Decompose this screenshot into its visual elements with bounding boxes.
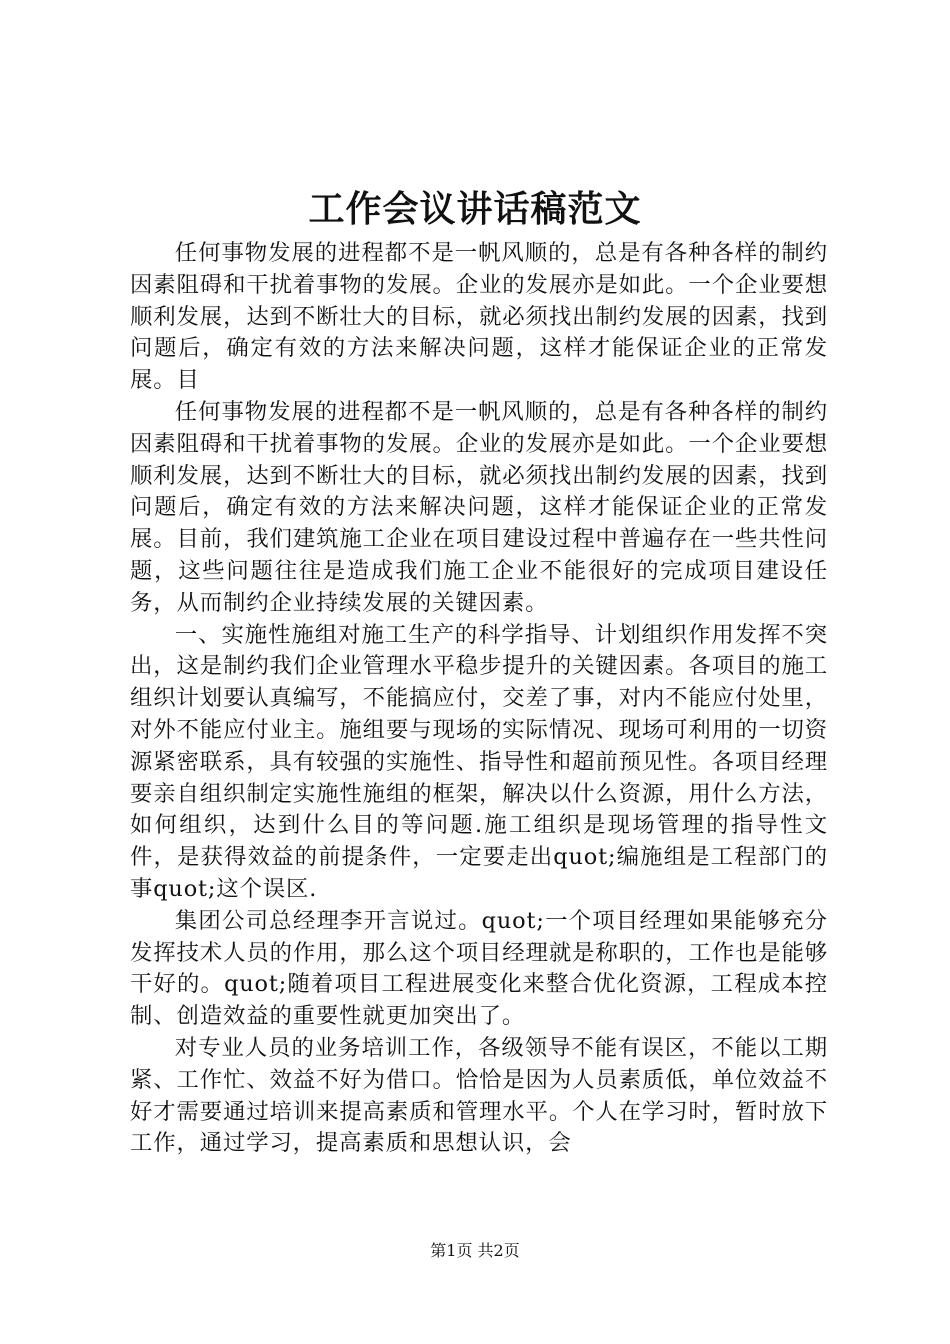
document-body xyxy=(130,238,828,1160)
paragraph: 集团公司总经理李开言说过。quot;一个项目经理如果能够充分发挥技术人员的作用，那么这个项目经理就是称职的，工作也是能够干好的。quot;随着项目工程进展变化来整合优化资源，工程成本控制、创造效益的重要性就更加突出了。 xyxy=(130,907,828,1030)
paragraph: 任何事物发展的进程都不是一帆风顺的，总是有各种各样的制约因素阻碍和干扰着事物的发展。企业的发展亦是如此。一个企业要想顺利发展，达到不断壮大的目标，就必须找出制约发展的因素，找到问题后，确定有效的方法来解决问题，这样才能保证企业的正常发展。目前，我们建筑施工企业在项目建设过程中普遍存在一些共性问题，这些问题往往是造成我们施工企业不能很好的完成项目建设任务，从而制约企业持续发展的关键因素。 xyxy=(130,398,828,616)
document-title: 工作会议讲话稿范文 xyxy=(308,188,642,230)
paragraph: 任何事物发展的进程都不是一帆风顺的，总是有各种各样的制约因素阻碍和干扰着事物的发展。企业的发展亦是如此。一个企业要想顺利发展，达到不断壮大的目标，就必须找出制约发展的因素，找到问题后，确定有效的方法来解决问题，这样才能保证企业的正常发展。目 xyxy=(130,240,828,394)
paragraph: 对专业人员的业务培训工作，各级领导不能有误区，不能以工期紧、工作忙、效益不好为借口。恰恰是因为人员素质低，单位效益不好才需要通过培训来提高素质和管理水平。个人在学习时，暂时放下工作，通过学习，提高素质和思想认识，会 xyxy=(130,1034,828,1157)
paragraph: 一、实施性施组对施工生产的科学指导、计划组织作用发挥不突出，这是制约我们企业管理水平稳步提升的关键因素。各项目的施工组织计划要认真编写，不能搞应付，交差了事，对内不能应付处里，对外不能应付业主。施组要与现场的实际情况、现场可利用的一切资源紧密联系，具有较强的实施性、指导性和超前预见性。各项目经理要亲自组织制定实施性施组的框架，解决以什么资源，用什么方法，如何组织，达到什么目的等问题.施工组织是现场管理的指导性文件，是获得效益的前提条件，一定要走出quot;编施组是工程部门的事quot;这个误区. xyxy=(130,621,828,902)
page-number-footer: 第1页 共2页 xyxy=(430,1241,520,1260)
